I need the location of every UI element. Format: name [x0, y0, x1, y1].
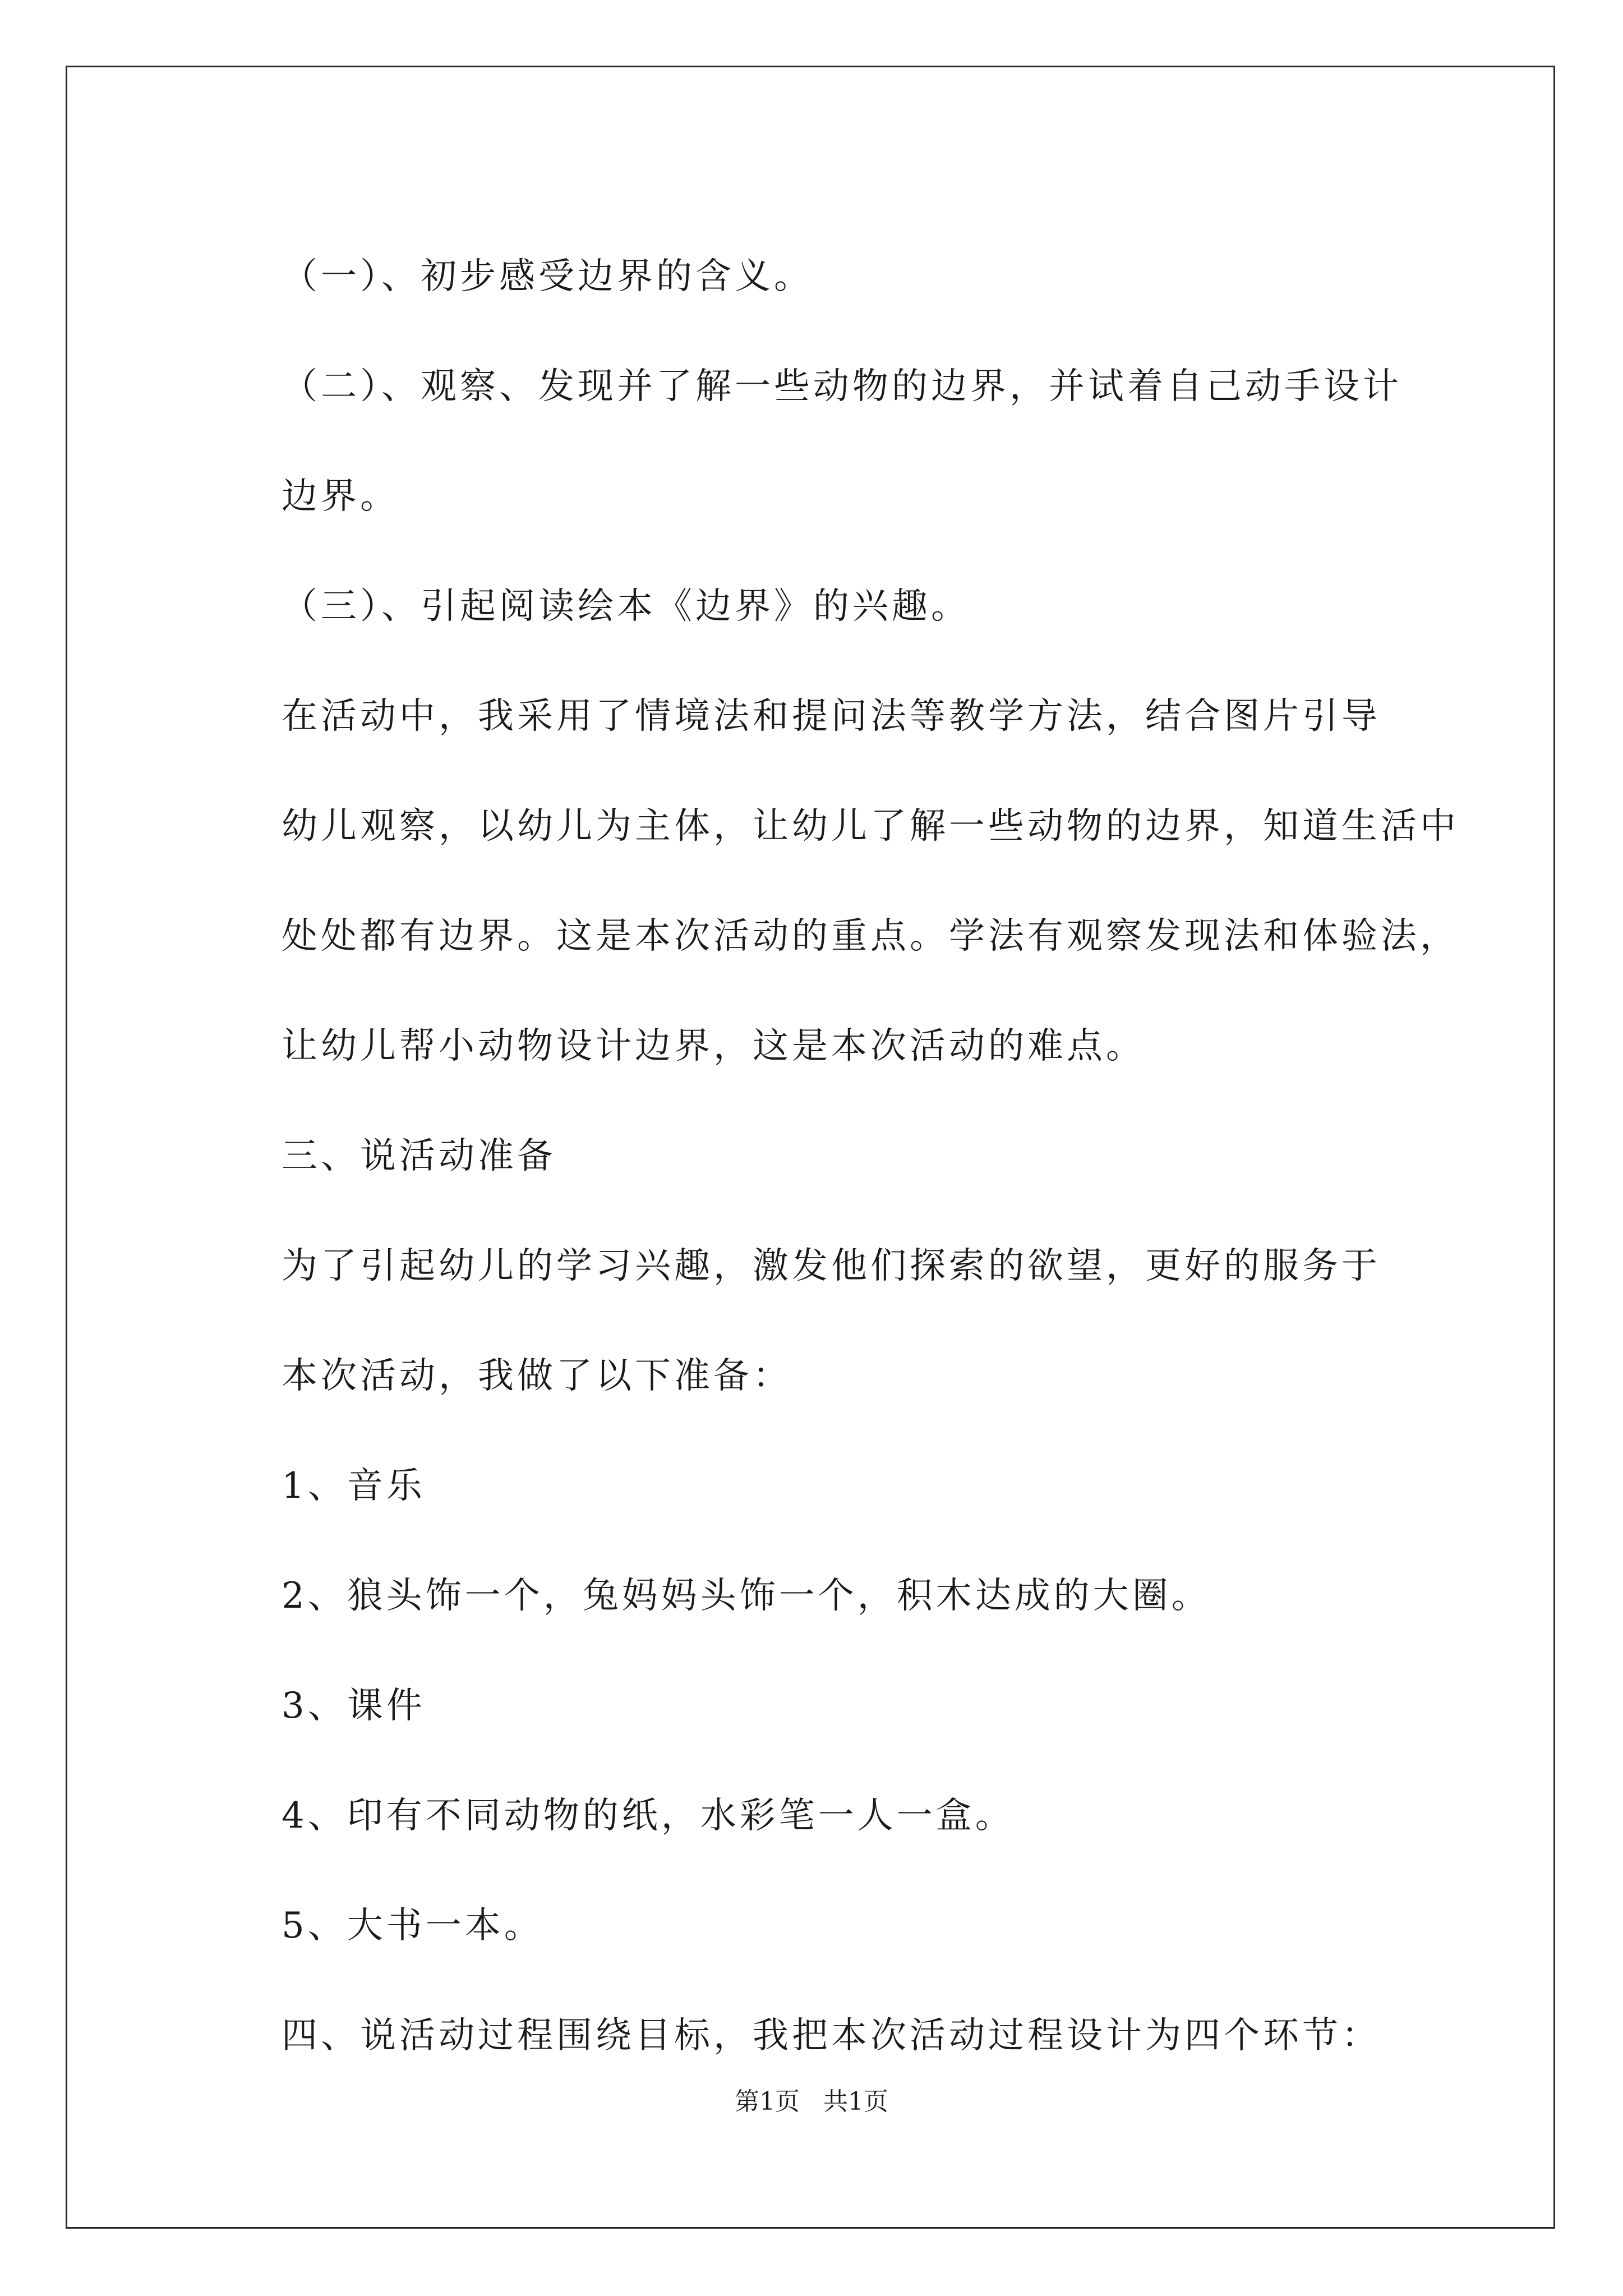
paragraph — [199, 1431, 1422, 1541]
paragraph — [199, 1871, 1422, 1981]
page-footer: 第1页 共1页 — [735, 2087, 888, 2116]
paragraph — [199, 551, 1422, 661]
paragraph — [199, 1981, 1422, 2091]
text-line: 1、音乐 — [282, 1465, 426, 1507]
text-line: 本次活动，我做了以下准备： — [282, 1355, 792, 1397]
text-line: 为了引起幼儿的学习兴趣，激发他们探索的欲望，更好的服务于 — [282, 1245, 1381, 1287]
text-line: 3、课件 — [282, 1685, 426, 1727]
text-line: （一）、初步感受边界的含义。 — [282, 256, 813, 297]
text-line: 5、大书一本。 — [282, 1905, 543, 1947]
text-line: 2、狼头饰一个，兔妈妈头饰一个，积木达成的大圈。 — [282, 1575, 1211, 1617]
paragraph — [199, 1541, 1422, 1651]
text-line: 处处都有边界。这是本次活动的重点。学法有观察发现法和体验法， — [282, 915, 1459, 957]
text-line: 让幼儿帮小动物设计边界，这是本次活动的难点。 — [282, 1025, 1145, 1067]
paragraph — [199, 1101, 1422, 1211]
text-line: 4、印有不同动物的纸，水彩笔一人一盒。 — [282, 1795, 1015, 1837]
paragraph — [199, 222, 1422, 332]
paragraph — [199, 661, 1459, 1101]
paragraph — [199, 332, 1422, 551]
paragraph — [199, 1761, 1422, 1871]
document-body — [199, 222, 1459, 2091]
text-line: 幼儿观察，以幼儿为主体，让幼儿了解一些动物的边界，知道生活中 — [282, 806, 1459, 847]
paragraph — [199, 1651, 1422, 1761]
paragraph — [199, 1211, 1422, 1431]
text-line: （二）、观察、发现并了解一些动物的边界，并试着自己动手设计 — [282, 366, 1402, 407]
text-line: 边界。 — [282, 476, 399, 517]
text-line: 三、说活动准备 — [282, 1135, 556, 1177]
text-line: 四、说活动过程围绕目标，我把本次活动过程设计为四个环节： — [282, 2015, 1381, 2056]
text-line: （三）、引起阅读绘本《边界》的兴趣。 — [282, 586, 970, 627]
text-line: 在活动中，我采用了情境法和提问法等教学方法，结合图片引导 — [282, 696, 1381, 737]
